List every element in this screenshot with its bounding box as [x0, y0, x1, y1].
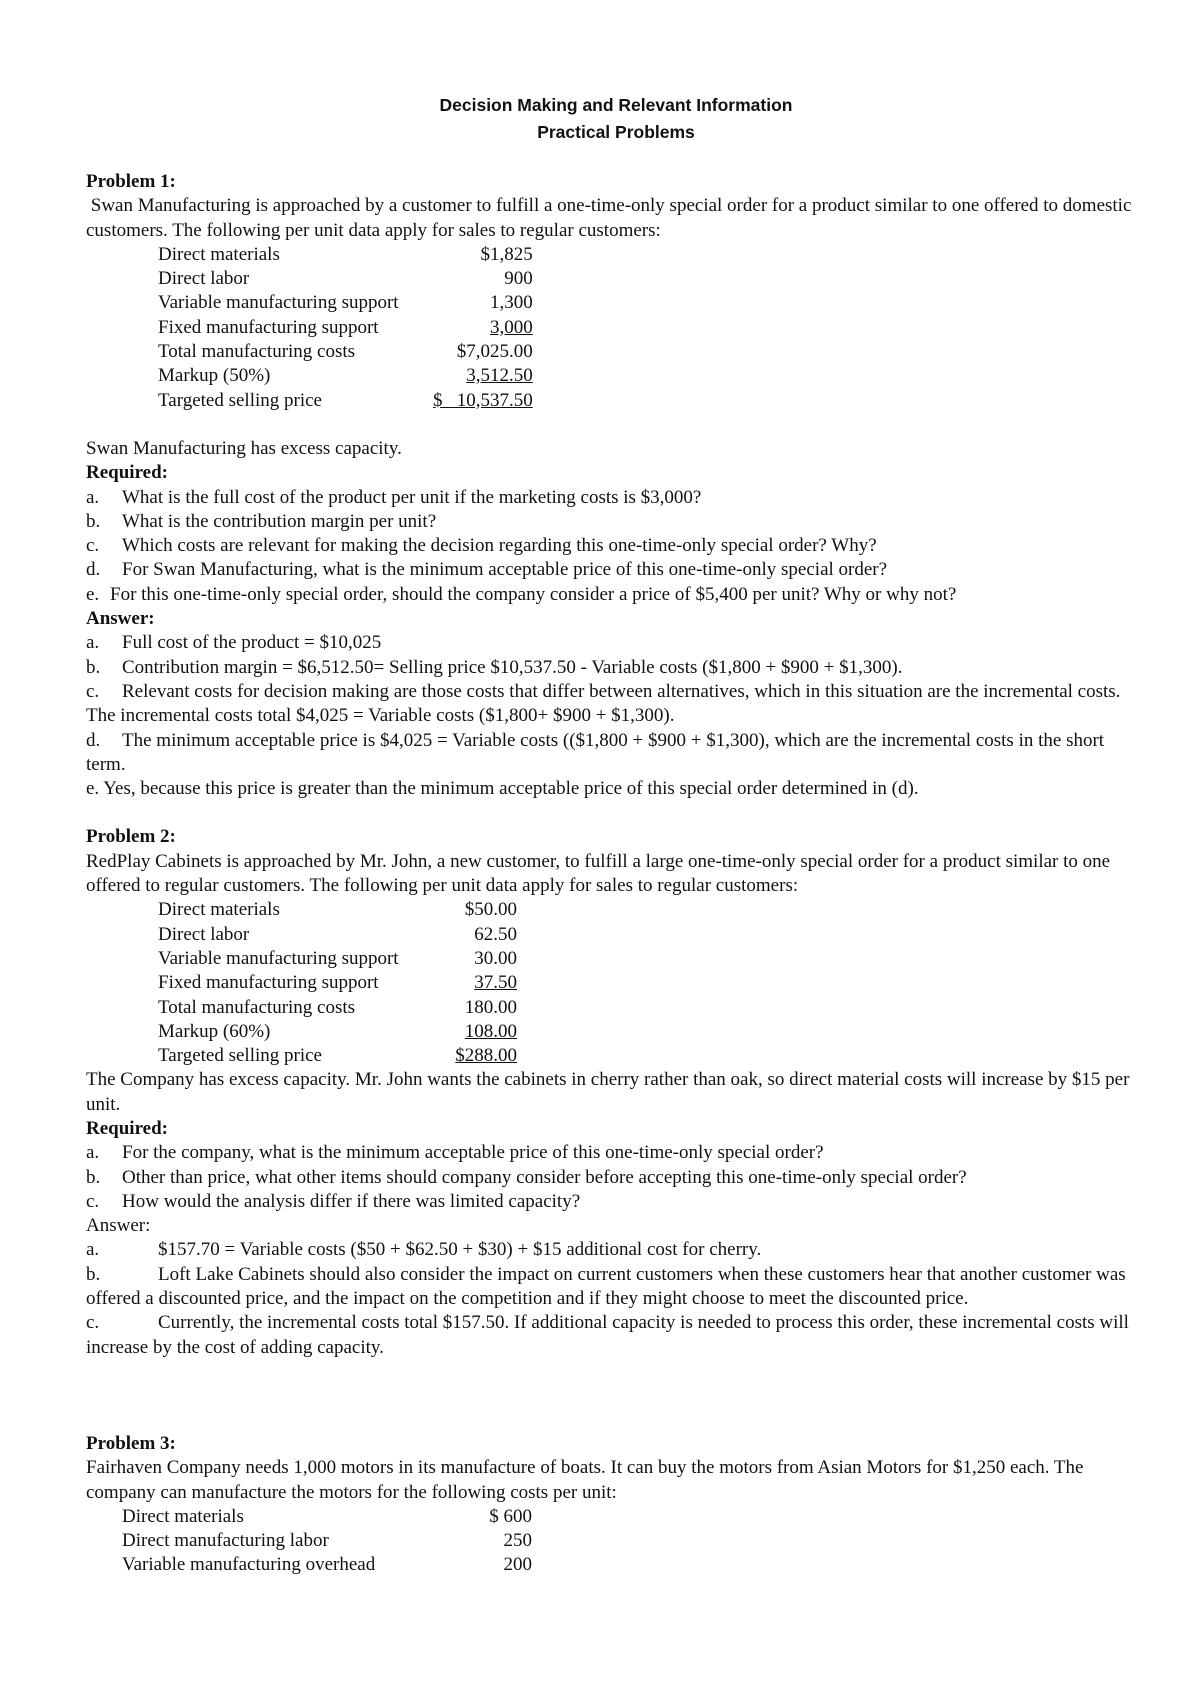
problem-1-answer-list [86, 631, 1146, 801]
list-marker: c. [86, 680, 100, 702]
list-item [86, 486, 1146, 510]
list-marker: a. [86, 632, 100, 654]
required-label: Required: [86, 462, 168, 484]
table-row [158, 291, 533, 315]
cost-value: 3,000 [490, 316, 533, 338]
problem-2 [86, 825, 1146, 1360]
list-item [86, 1311, 1146, 1360]
cost-label: Direct manufacturing labor [122, 1530, 329, 1552]
answer-label: Answer: [86, 1215, 151, 1237]
table-row [158, 1044, 517, 1068]
table-row [158, 971, 517, 995]
cost-label: Fixed manufacturing support [158, 316, 379, 338]
list-text: Which costs are relevant for making the decision regarding this one-time-only special order? Why? [122, 535, 877, 557]
list-marker: c. [86, 1312, 100, 1334]
cost-label: Total manufacturing costs [158, 996, 356, 1018]
list-marker: b. [86, 510, 101, 532]
cost-label: Fixed manufacturing support [158, 972, 379, 994]
cost-label: Targeted selling price [158, 1045, 322, 1067]
problem-2-answer-list [86, 1238, 1146, 1359]
list-marker: d. [86, 559, 101, 581]
cost-value: 250 [503, 1530, 532, 1552]
table-row [158, 898, 517, 922]
problem-2-required-list [86, 1141, 1146, 1214]
list-item [86, 680, 1146, 729]
list-text: Full cost of the product = $10,025 [122, 632, 382, 654]
cost-label: Targeted selling price [158, 389, 322, 411]
cost-value: 108.00 [464, 1020, 517, 1042]
cost-label: Variable manufacturing support [158, 947, 399, 969]
list-item [86, 534, 1146, 558]
cost-value: 180.00 [464, 996, 517, 1018]
problem-2-capacity: The Company has excess capacity. Mr. John wants the cabinets in cherry rather than oak, so direct material costs will increase by $15 per unit. [86, 1069, 1130, 1115]
problem-1-intro: Swan Manufacturing is approached by a customer to fulfill a one-time-only special order for a product similar to one offered to domestic customers. The following per unit data apply for sales to regular customers: [86, 195, 1137, 241]
list-marker: d. [86, 729, 101, 751]
table-row [158, 947, 517, 971]
list-marker: e. [86, 583, 100, 605]
problem-2-cost-table [158, 898, 517, 1068]
list-item [86, 1263, 1146, 1312]
list-text: Currently, the incremental costs total $157.50. If additional capacity is needed to process this order, these incremental costs will increase by the cost of adding capacity. [86, 1312, 1129, 1358]
cost-label: Total manufacturing costs [158, 341, 356, 363]
list-text: For Swan Manufacturing, what is the minimum acceptable price of this one-time-only special order? [122, 559, 888, 581]
problem-3-cost-table [122, 1505, 532, 1578]
problem-1 [86, 170, 1146, 801]
problem-1-capacity: Swan Manufacturing has excess capacity. [86, 437, 402, 459]
cost-value: $1,825 [480, 243, 533, 265]
list-text: What is the contribution margin per unit? [122, 510, 437, 532]
document-subtitle: Practical Problems [537, 122, 695, 142]
table-row [158, 923, 517, 947]
required-label: Required: [86, 1117, 168, 1139]
cost-label: Variable manufacturing support [158, 292, 399, 314]
cost-value: $ 10,537.50 [433, 389, 533, 411]
list-item [86, 1190, 1146, 1214]
list-text: Contribution margin = $6,512.50= Selling price $10,537.50 - Variable costs ($1,800 + $900 + $1,300). [122, 656, 903, 678]
list-marker: a. [86, 1142, 100, 1164]
list-marker: b. [86, 656, 101, 678]
problem-3-heading: Problem 3: [86, 1432, 176, 1454]
cost-value: $288.00 [455, 1045, 517, 1067]
list-item [86, 583, 1146, 607]
cost-value: $50.00 [464, 899, 517, 921]
problem-1-heading: Problem 1: [86, 171, 176, 192]
list-marker: c. [86, 535, 100, 557]
cost-value: $ 600 [489, 1505, 532, 1527]
list-marker: b. [86, 1263, 101, 1285]
table-row [158, 243, 533, 267]
table-row [158, 364, 533, 388]
cost-label: Direct materials [158, 899, 280, 921]
list-text: What is the full cost of the product per unit if the marketing costs is $3,000? [122, 486, 702, 508]
list-text: $157.70 = Variable costs ($50 + $62.50 + $30) + $15 additional cost for cherry. [158, 1239, 762, 1261]
cost-value: 30.00 [474, 947, 517, 969]
table-row [122, 1529, 532, 1553]
problem-1-cost-table [158, 243, 533, 413]
list-item [86, 1166, 1146, 1190]
cost-label: Markup (60%) [158, 1020, 271, 1042]
table-row [158, 267, 533, 291]
list-item [86, 656, 1146, 680]
cost-value: 1,300 [490, 292, 533, 314]
table-row [122, 1553, 532, 1577]
list-text: Relevant costs for decision making are those costs that differ between alternatives, which in this situation are the incremental costs. The incremental costs total $4,025 = Variable costs ($1,800+ $900 + $1,300). [86, 680, 1121, 727]
cost-value: 3,512.50 [466, 365, 533, 387]
problem-2-heading: Problem 2: [86, 826, 176, 848]
document-title: Decision Making and Relevant Information [439, 95, 793, 115]
list-text: Loft Lake Cabinets should also consider the impact on current customers when these customers hear that another customer was offered a discounted price, and the impact on the competition and if they might choose to meet the discounted price. [86, 1263, 1126, 1310]
list-text: The minimum acceptable price is $4,025 = Variable costs (($1,800 + $900 + $1,300), which are the incremental costs in the short term. [86, 729, 1105, 775]
problem-1-required-list [86, 486, 1146, 607]
list-item [86, 510, 1146, 534]
problem-3-intro: Fairhaven Company needs 1,000 motors in its manufacture of boats. It can buy the motors from Asian Motors for $1,250 each. The company can manufacture the motors for the following costs per unit: [86, 1457, 1089, 1503]
list-item [86, 558, 1146, 582]
table-row [158, 316, 533, 340]
list-text: e. Yes, because this price is greater than the minimum acceptable price of this special order determined in (d). [86, 778, 919, 800]
list-item [86, 1141, 1146, 1165]
list-item [86, 729, 1146, 778]
problem-3 [86, 1432, 1146, 1578]
cost-value: 200 [503, 1554, 532, 1576]
list-item [86, 1238, 1146, 1262]
list-item [86, 777, 1146, 801]
list-text: How would the analysis differ if there was limited capacity? [122, 1190, 581, 1212]
list-marker: b. [86, 1166, 101, 1188]
answer-label: Answer: [86, 608, 155, 630]
cost-value: $7,025.00 [456, 341, 533, 363]
cost-label: Direct materials [158, 243, 280, 265]
list-text: For this one-time-only special order, should the company consider a price of $5,400 per unit? Why or why not? [110, 583, 957, 605]
cost-label: Direct labor [158, 268, 250, 290]
table-row [158, 340, 533, 364]
list-marker: a. [86, 1239, 100, 1261]
problem-2-intro: RedPlay Cabinets is approached by Mr. John, a new customer, to fulfill a large one-time-only special order for a product similar to one offered to regular customers. The following per unit data apply for sales to regular customers: [86, 850, 1115, 897]
table-row [158, 389, 533, 413]
cost-label: Markup (50%) [158, 365, 271, 387]
cost-value: 37.50 [474, 972, 517, 994]
document-page [86, 92, 1146, 1578]
cost-label: Direct labor [158, 923, 250, 945]
document-header [86, 92, 1146, 146]
table-row [158, 1020, 517, 1044]
cost-value: 62.50 [474, 923, 517, 945]
list-text: For the company, what is the minimum acceptable price of this one-time-only special order? [122, 1142, 824, 1164]
cost-value: 900 [504, 268, 533, 290]
list-marker: c. [86, 1190, 100, 1212]
cost-label: Direct materials [122, 1505, 244, 1527]
list-text: Other than price, what other items should company consider before accepting this one-time-only special order? [122, 1166, 967, 1188]
table-row [158, 996, 517, 1020]
table-row [122, 1505, 532, 1529]
list-item [86, 631, 1146, 655]
list-marker: a. [86, 486, 100, 508]
cost-label: Variable manufacturing overhead [122, 1554, 376, 1576]
